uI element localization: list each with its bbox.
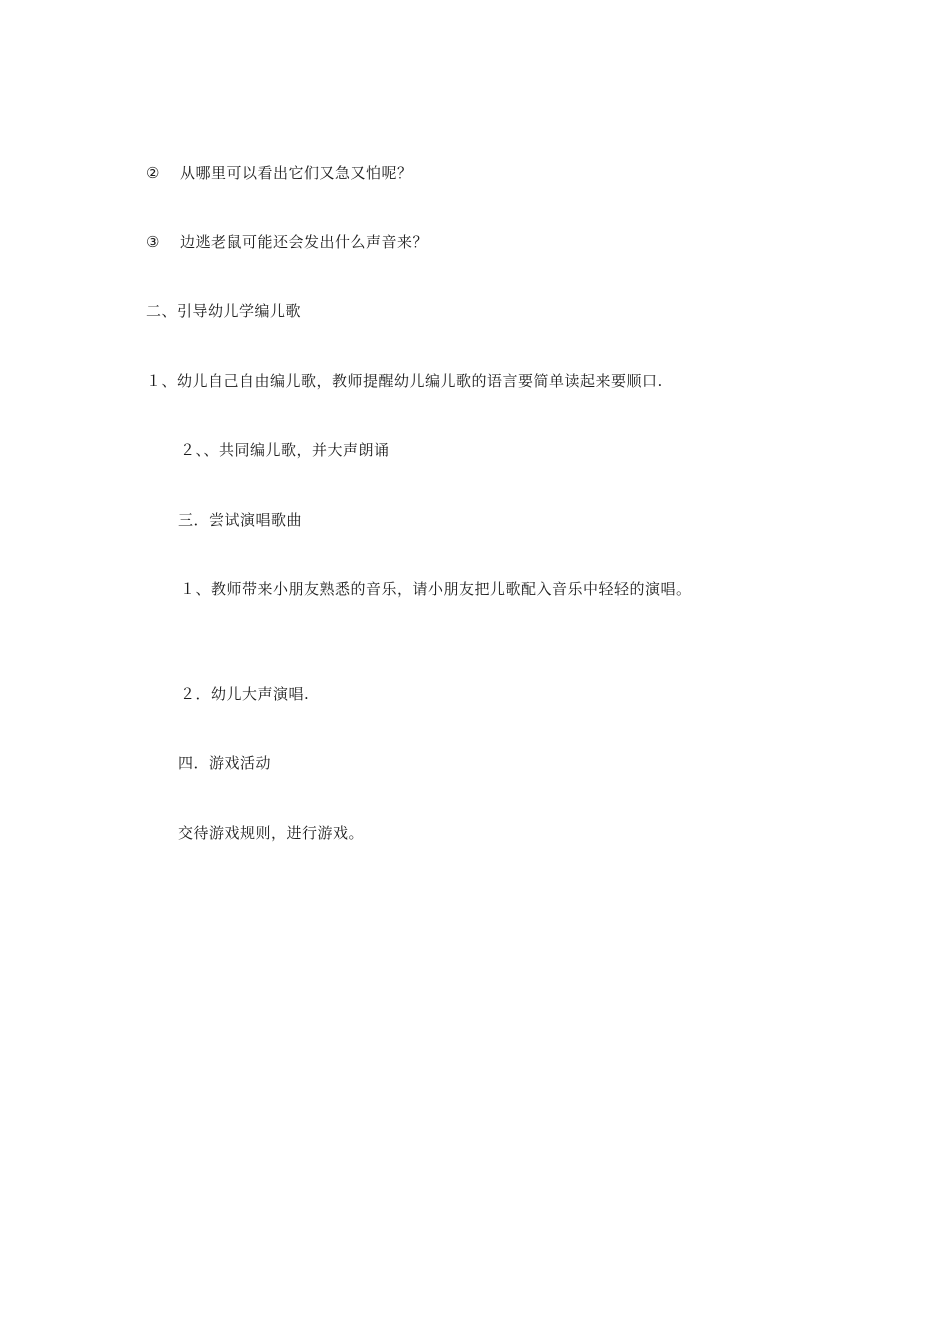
question-2 — [146, 163, 413, 183]
circled-number-2: ② — [146, 164, 160, 182]
section-heading-4: 四．游戏活动 — [178, 754, 272, 772]
step-3-1: １、教师带来小朋友熟悉的音乐，请小朋友把儿歌配入音乐中轻轻的演唱。 — [180, 580, 692, 598]
circled-number-3: ③ — [146, 233, 160, 251]
question-2-text: 从哪里可以看出它们又急又怕呢？ — [180, 164, 413, 182]
section-heading-2: 二、引导幼儿学编儿歌 — [146, 302, 302, 320]
section-heading-3: 三．尝试演唱歌曲 — [178, 511, 303, 529]
step-2-2: ２、、共同编儿歌，并大声朗诵 — [180, 441, 390, 459]
question-3-text: 边逃老鼠可能还会发出什么声音来？ — [180, 233, 429, 251]
step-2-1: １、幼儿自己自由编儿歌，教师提醒幼儿编儿歌的语言要简单读起来要顺口. — [146, 372, 663, 390]
step-3-2: ２．幼儿大声演唱. — [180, 685, 310, 703]
question-3 — [146, 232, 428, 252]
game-instructions: 交待游戏规则，进行游戏。 — [178, 824, 365, 842]
